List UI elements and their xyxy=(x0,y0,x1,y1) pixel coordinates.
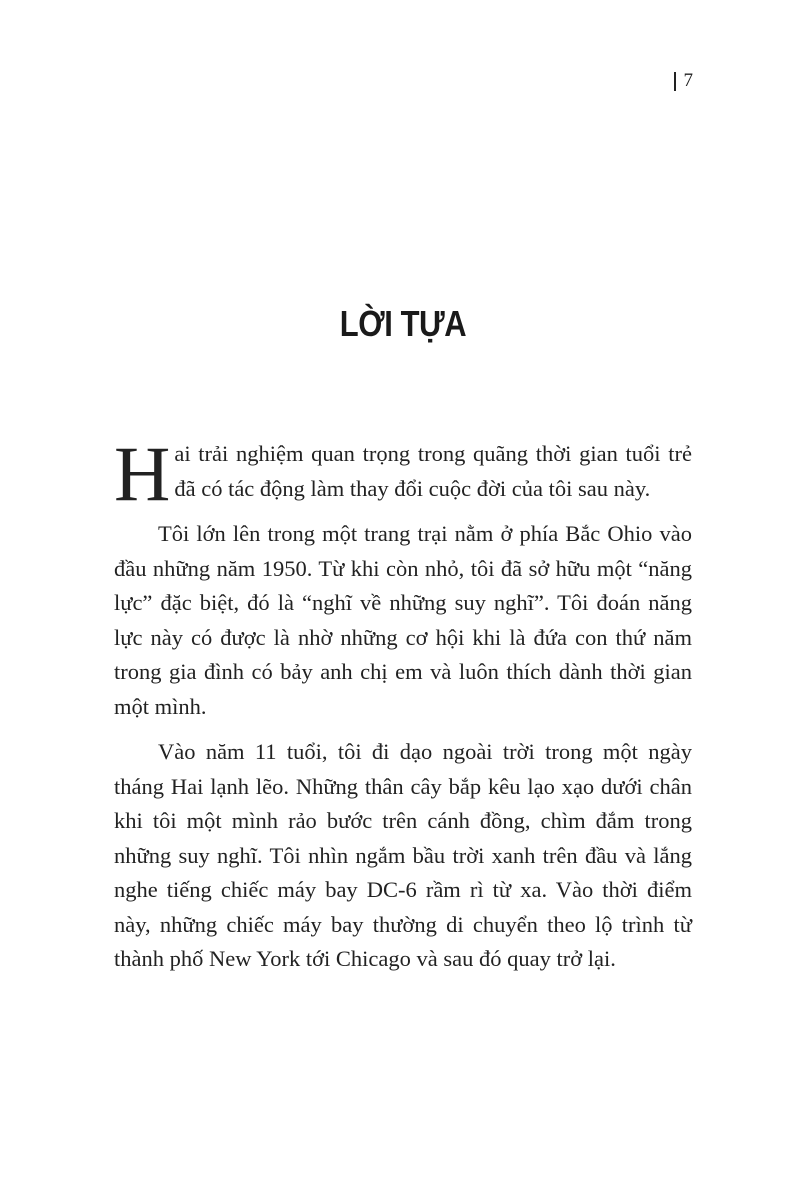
paragraph-2: Tôi lớn lên trong một trang trại nằm ở phía Bắc Ohio vào đầu những năm 1950. Từ khi còn nhỏ, tôi đã sở hữu một “năng lực” đặc biệt, đó là “nghĩ về những suy nghĩ”. Tôi đoán năng lực này có được là nhờ những cơ hội khi là đứa con thứ năm trong gia đình có bảy anh chị em và luôn thích dành thời gian một mình. xyxy=(114,521,692,719)
page-number-value: 7 xyxy=(683,70,693,91)
paragraph-3: Vào năm 11 tuổi, tôi đi dạo ngoài trời trong một ngày tháng Hai lạnh lẽo. Những thân cây bắp kêu lạo xạo dưới chân khi tôi một mình rảo bước trên cánh đồng, chìm đắm trong những suy nghĩ. Tôi nhìn ngắm bầu trời xanh trên đầu và lắng nghe tiếng chiếc máy bay DC-6 rầm rì từ xa. Vào thời điểm này, những chiếc máy bay thường di chuyển theo lộ trình từ thành phố New York tới Chicago và sau đó quay trở lại. xyxy=(114,739,692,971)
page-number-divider xyxy=(674,72,676,91)
chapter-title: LỜI TỰA xyxy=(339,303,467,344)
paragraph-1 xyxy=(114,430,692,517)
paragraph-1-text: ai trải nghiệm quan trọng trong quãng thời gian tuổi trẻ đã có tác động làm thay đổi cuộc đời của tôi sau này. xyxy=(174,441,692,501)
drop-cap: H xyxy=(114,430,171,517)
page-number xyxy=(674,70,693,92)
chapter-body xyxy=(114,430,692,988)
